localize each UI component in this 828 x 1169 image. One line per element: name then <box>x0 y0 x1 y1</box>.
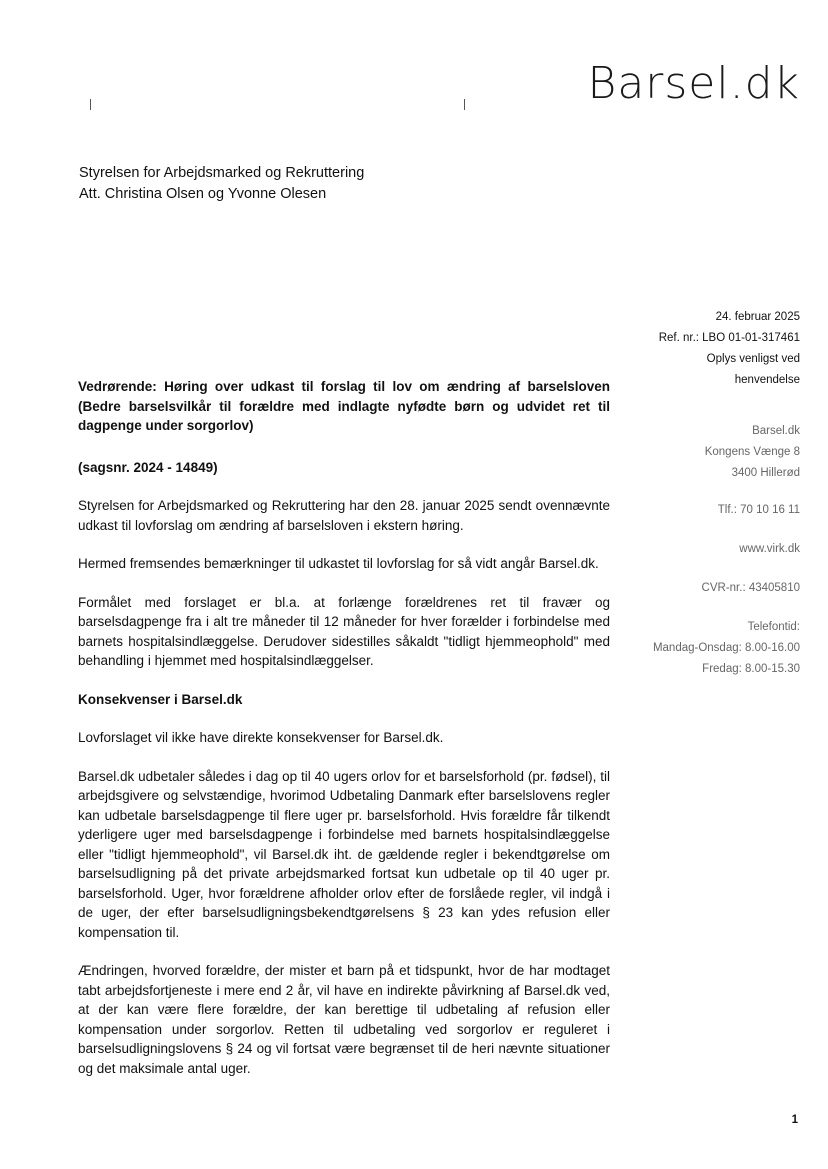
paragraph-1: Styrelsen for Arbejdsmarked og Rekruttering har den 28. januar 2025 sendt ovennævnte udkast til lovforslag om ændring af barselsloven i ekstern høring. <box>78 498 610 533</box>
sender-phone: Tlf.: 70 10 16 11 <box>717 504 800 516</box>
paragraph-6: Ændringen, hvorved forældre, der mister et barn på et tidspunkt, hvor de har modtaget tabt arbejdsfortjeneste i mere end 2 år, vil have en indirekte påvirkning af Barsel.dk ved, at der kan være flere forældre, der kan berettige til udbetaling af refusion eller kompensation under sorgorlov. Retten til udbetaling ved sorgorlov er reguleret i barselsudligningslovens § 24 og vil fortsat være begrænset til de heri nævnte situationer og det maksimale antal uger. <box>78 963 610 1076</box>
sender-website: www.virk.dk <box>739 543 800 555</box>
paragraph-2: Hermed fremsendes bemærkninger til udkastet til lovforslag for så vidt angår Barsel.dk. <box>78 556 599 571</box>
sender-cvr: CVR-nr.: 43405810 <box>701 582 800 594</box>
page-number: 1 <box>791 1114 798 1126</box>
phone-hours-weekdays: Mandag-Onsdag: 8.00-16.00 <box>652 642 800 654</box>
paragraph-5: Barsel.dk udbetaler således i dag op til 40 ugers orlov for et barselsforhold (pr. fødsel), til arbejdsgivere og selvstændige, hvorimod Udbetaling Danmark efter barselslovens regler kan udbetale barselsdagpenge til flere uger pr. barselsforhold. Hvis forældre får tilkendt yderligere uger med barselsdagpenge i forbindelse med barnets hospitalsindlæggelse eller "tidligt hjemmeophold", vil Barsel.dk iht. de gældende regler i bekendtgørelse om barselsudligning på det private arbejdsmarked fortsat kun udbetale op til 40 uger pr. barselsforhold. Uger, hvor forældrene afholder orlov efter de forslåede regler, vil indgå i de uger, der efter barselsudligningsbekendtgørelsens § 23 kan ydes refusion eller kompensation til. <box>78 768 610 940</box>
phone-hours-friday: Fredag: 8.00-15.30 <box>702 663 800 675</box>
fold-mark-left <box>90 99 91 110</box>
reference-note-line-1: Oplys venligst ved <box>706 353 800 365</box>
sender-name: Barsel.dk <box>752 425 800 437</box>
fold-mark-right <box>464 99 465 110</box>
phone-hours-label: Telefontid: <box>747 621 800 633</box>
letter-subject: Vedrørende: Høring over udkast til forslag til lov om ændring af barselsloven (Bedre barselsvilkår til forældre med indlagte nyfødte børn og udvidet ret til dagpenge under sorgorlov) <box>78 379 610 433</box>
recipient-line-2: Att. Christina Olsen og Yvonne Olesen <box>79 186 327 202</box>
barsel-logo: Barsel.dk <box>587 58 800 109</box>
letter-date: 24. februar 2025 <box>715 311 800 323</box>
letter-body <box>78 377 610 1078</box>
paragraph-3: Formålet med forslaget er bl.a. at forlænge forældrenes ret til fravær og barselsdagpenge fra i alt tre måneder til 12 måneder for hver forælder i forbindelse med barnets hospitalsindlæggelse. Derudover sidestilles såkaldt "tidligt hjemmeophold" med behandling i hjemmet med hospitalsindlæggelser. <box>78 594 610 668</box>
case-number: (sagsnr. 2024 - 14849) <box>78 459 218 475</box>
section-heading: Konsekvenser i Barsel.dk <box>78 691 243 707</box>
sender-city: 3400 Hillerød <box>731 467 800 479</box>
reference-number: Ref. nr.: LBO 01-01-317461 <box>658 332 800 344</box>
sender-street: Kongens Vænge 8 <box>704 446 800 458</box>
reference-note-line-2: henvendelse <box>734 374 800 386</box>
paragraph-4: Lovforslaget vil ikke have direkte konsekvenser for Barsel.dk. <box>78 730 444 745</box>
recipient-block <box>79 163 364 205</box>
recipient-line-1: Styrelsen for Arbejdsmarked og Rekruttering <box>79 165 365 181</box>
